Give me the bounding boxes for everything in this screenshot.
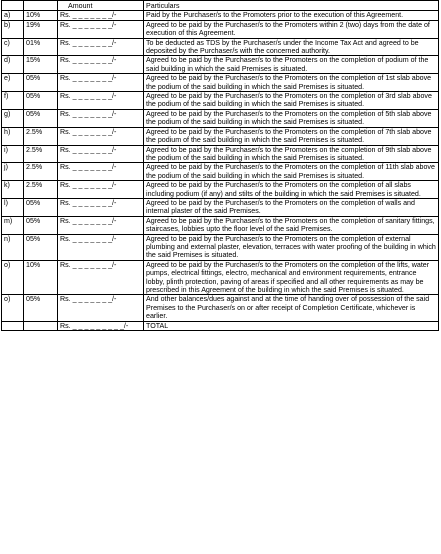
table-row: [2, 20, 439, 38]
header-percent: [24, 1, 58, 11]
row-percent: 10%: [24, 11, 58, 20]
row-particulars: Agreed to be paid by the Purchaser/s to the Promoters on the completion of podium of the said building in which the said Premises is situated.: [144, 56, 439, 74]
row-particulars: Paid by the Purchaser/s to the Promoters prior to the execution of this Agreement.: [144, 11, 439, 20]
row-percent: 10%: [24, 260, 58, 295]
row-index: n): [2, 234, 24, 260]
row-index: j): [2, 163, 24, 181]
row-percent: 05%: [24, 92, 58, 110]
row-index: i): [2, 145, 24, 163]
payment-schedule-table: [1, 0, 439, 331]
table-row: [2, 163, 439, 181]
table-row: [2, 198, 439, 216]
row-index: a): [2, 11, 24, 20]
total-amount: Rs. _ _ _ _ _ _ _ _ _/-: [58, 321, 144, 330]
table-row: [2, 181, 439, 199]
row-amount: Rs. _ _ _ _ _ _ _/-: [58, 163, 144, 181]
row-percent: 15%: [24, 56, 58, 74]
row-percent: 01%: [24, 38, 58, 56]
row-amount: Rs. _ _ _ _ _ _ _/-: [58, 260, 144, 295]
row-particulars: Agreed to be paid by the Purchaser/s to the Promoters on the completion of the lifts, water pumps, electrical fittings, electro, mechanical and environment requirements, entrance lobby, plinth protection, paving of areas if specified and all other requirements as may be prescribed in this Agreement of the building in which the said Premises is situated.: [144, 260, 439, 295]
row-index: o): [2, 295, 24, 321]
row-amount: Rs. _ _ _ _ _ _ _/-: [58, 216, 144, 234]
table-row: [2, 295, 439, 321]
header-particulars: Particulars: [144, 1, 439, 11]
row-particulars: Agreed to be paid by the Purchaser/s to the Promoters on the completion of 9th slab above the podium of the said building in which the said Premises is situated.: [144, 145, 439, 163]
table-row: [2, 216, 439, 234]
row-percent: 05%: [24, 295, 58, 321]
row-percent: 05%: [24, 109, 58, 127]
table-row: [2, 234, 439, 260]
row-percent: 05%: [24, 234, 58, 260]
row-index: l): [2, 198, 24, 216]
row-percent: 05%: [24, 216, 58, 234]
row-index: d): [2, 56, 24, 74]
row-amount: Rs. _ _ _ _ _ _ _/-: [58, 92, 144, 110]
table-header-row: [2, 1, 439, 11]
row-percent: 2.5%: [24, 145, 58, 163]
row-amount: Rs. _ _ _ _ _ _ _/-: [58, 56, 144, 74]
row-particulars: To be deducted as TDS by the Purchaser/s under the Income Tax Act and agreed to be deposited by the Purchaser/s with the concerned authority.: [144, 38, 439, 56]
payment-schedule-page: [1, 0, 438, 331]
table-row: [2, 74, 439, 92]
row-amount: Rs. _ _ _ _ _ _ _/-: [58, 11, 144, 20]
row-index: c): [2, 38, 24, 56]
row-percent: 05%: [24, 198, 58, 216]
row-amount: Rs. _ _ _ _ _ _ _/-: [58, 234, 144, 260]
total-index: [2, 321, 24, 330]
row-particulars: Agreed to be paid by the Purchaser/s to the Promoters on the completion of external plumbing and external plaster, elevation, terraces with water proofing of the building in which the said Premises is situated.: [144, 234, 439, 260]
row-amount: Rs. _ _ _ _ _ _ _/-: [58, 20, 144, 38]
table-row: [2, 145, 439, 163]
row-particulars: Agreed to be paid by the Purchaser/s to the Promoters on the completion of walls and internal plaster of the said Premises.: [144, 198, 439, 216]
row-amount: Rs. _ _ _ _ _ _ _/-: [58, 145, 144, 163]
table-row: [2, 109, 439, 127]
row-particulars: Agreed to be paid by the Purchaser/s to the Promoters on the completion of all slabs including podium (if any) and stilts of the building in which the said Premises is situated.: [144, 181, 439, 199]
row-index: f): [2, 92, 24, 110]
row-percent: 05%: [24, 74, 58, 92]
total-row: [2, 321, 439, 330]
row-amount: Rs. _ _ _ _ _ _ _/-: [58, 38, 144, 56]
row-particulars: Agreed to be paid by the Purchaser/s to the Promoters within 2 (two) days from the date of execution of this Agreement.: [144, 20, 439, 38]
total-percent: [24, 321, 58, 330]
table-row: [2, 260, 439, 295]
row-percent: 2.5%: [24, 181, 58, 199]
row-index: e): [2, 74, 24, 92]
table-row: [2, 11, 439, 20]
table-row: [2, 56, 439, 74]
total-label: TOTAL: [144, 321, 439, 330]
row-particulars: Agreed to be paid by the Purchaser/s to the Promoters on the completion of 3rd slab above the podium of the said building in which the said Premises is situated.: [144, 92, 439, 110]
table-row: [2, 127, 439, 145]
row-amount: Rs. _ _ _ _ _ _ _/-: [58, 109, 144, 127]
row-particulars: Agreed to be paid by the Purchaser/s to the Promoters on the completion of 7th slab above the podium of the said building in which the said Premises is situated.: [144, 127, 439, 145]
row-particulars: Agreed to be paid by the Purchaser/s to the Promoters on the completion of sanitary fittings, staircases, lobbies upto the floor level of the said Premises.: [144, 216, 439, 234]
header-index: [2, 1, 24, 11]
row-amount: Rs. _ _ _ _ _ _ _/-: [58, 198, 144, 216]
row-percent: 19%: [24, 20, 58, 38]
row-particulars: Agreed to be paid by the Purchaser/s to the Promoters on the completion of 11th slab above the podium of the said building in which the said Premises is situated.: [144, 163, 439, 181]
row-percent: 2.5%: [24, 127, 58, 145]
header-amount: Amount: [58, 1, 144, 11]
row-index: m): [2, 216, 24, 234]
row-particulars: Agreed to be paid by the Purchaser/s to the Promoters on the completion of 1st slab above the podium of the said building in which the said Premises is situated.: [144, 74, 439, 92]
row-index: g): [2, 109, 24, 127]
row-amount: Rs. _ _ _ _ _ _ _/-: [58, 127, 144, 145]
row-index: h): [2, 127, 24, 145]
row-particulars: And other balances/dues against and at the time of handing over of possession of the said Premises to the Purchaser/s on or after receipt of Completion Certificate, whichever is earlier.: [144, 295, 439, 321]
row-amount: Rs. _ _ _ _ _ _ _/-: [58, 181, 144, 199]
table-row: [2, 92, 439, 110]
row-percent: 2.5%: [24, 163, 58, 181]
row-index: o): [2, 260, 24, 295]
row-amount: Rs. _ _ _ _ _ _ _/-: [58, 74, 144, 92]
row-particulars: Agreed to be paid by the Purchaser/s to the Promoters on the completion of 5th slab above the podium of the said building in which the said Premises is situated.: [144, 109, 439, 127]
row-index: k): [2, 181, 24, 199]
row-amount: Rs. _ _ _ _ _ _ _/-: [58, 295, 144, 321]
row-index: b): [2, 20, 24, 38]
table-row: [2, 38, 439, 56]
